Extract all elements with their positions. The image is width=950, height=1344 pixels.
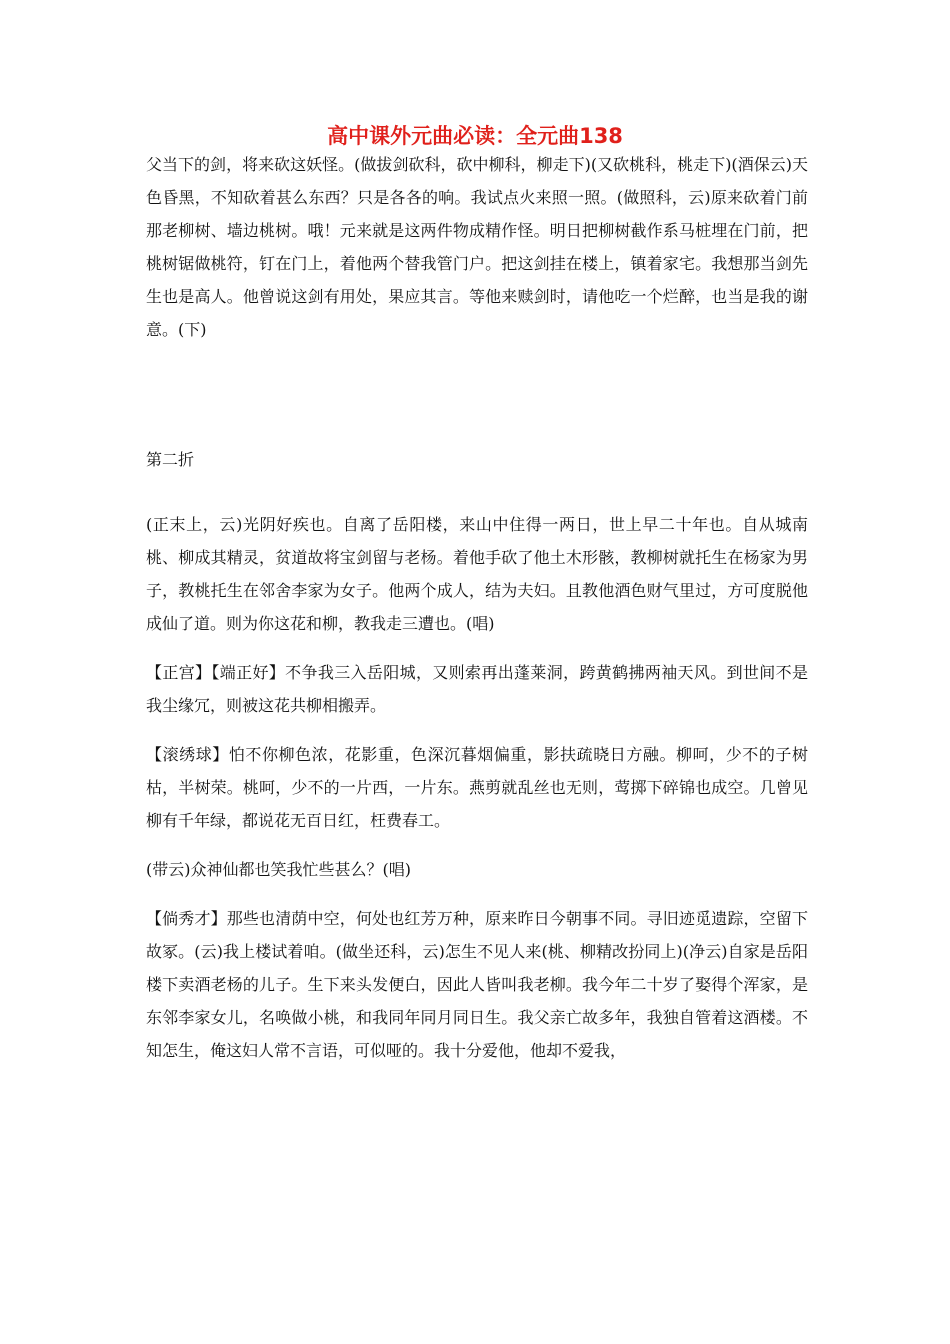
paragraph-aside: (带云)众神仙都也笑我忙些甚么？(唱) — [146, 860, 411, 879]
paragraph-song-tangxiucai: 【倘秀才】那些也清荫中空，何处也红芳万种，原来昨日今朝事不同。寻旧迹觅遗踪，空留下故冢。(云)我上楼试着咱。(做坐还科，云)怎生不见人来(桃、柳精改扮同上)(净云)自家是岳阳楼下卖酒老杨的儿子。生下来头发便白，因此人皆叫我老柳。我今年二十岁了娶得个浑家，是东邻李家女儿，名唤做小桃，和我同年同月同日生。我父亲亡故多年，我独自管着这酒楼。不知怎生，俺这妇人常不言语，可似哑的。我十分爱他，他却不爱我， — [146, 909, 808, 1060]
paragraph-opening-speech: (正末上，云)光阴好疾也。自离了岳阳楼，来山中住得一两日，世上早二十年也。自从城南桃、柳成其精灵，贫道故将宝剑留与老杨。着他手砍了他土木形骸，教柳树就托生在杨家为男子，教桃托生在邻舍李家为女子。他两个成人，结为夫妇。且教他酒色财气里过，方可度脱他成仙了道。则为你这花和柳，教我走三遭也。(唱) — [146, 515, 808, 633]
spacer — [146, 640, 808, 656]
spacer — [146, 722, 808, 738]
spacer — [146, 837, 808, 853]
paragraph-act1-ending: 父当下的剑，将来砍这妖怪。(做拔剑砍科，砍中柳科，柳走下)(又砍桃科，桃走下)(酒保云)天色昏黑，不知砍着甚么东西？只是各各的响。我试点火来照一照。(做照科，云)原来砍着门前那老柳树、墙边桃树。哦！元来就是这两件物成精作怪。明日把柳树截作系马桩埋在门前，把桃树锯做桃符，钉在门上，着他两个替我管门户。把这剑挂在楼上，镇着家宅。我想那当剑先生也是高人。他曾说这剑有用处，果应其言。等他来赎剑时，请他吃一个烂醉，也当是我的谢意。(下) — [146, 155, 808, 339]
paragraph-song-duanzhenghao: 【正宫】【端正好】不争我三入岳阳城，又则索再出蓬莱洞，跨黄鹤拂两袖天风。到世间不是我尘缘冗，则被这花共柳相搬弄。 — [146, 663, 808, 715]
document-body — [146, 148, 808, 1067]
section-heading-act2: 第二折 — [146, 450, 195, 469]
paragraph-song-gunxiuqiu: 【滚绣球】怕不你柳色浓，花影重，色深沉暮烟偏重，影扶疏晓日方融。柳呵，少不的子树枯，半树荣。桃呵，少不的一片西，一片东。燕剪就乱丝也无则，莺掷下碎锦也成空。几曾见柳有千年绿，都说花无百日红，枉费春工。 — [146, 745, 808, 830]
document-title: 高中课外元曲必读：全元曲138 — [327, 124, 623, 148]
spacer — [146, 346, 808, 443]
spacer — [146, 476, 808, 508]
spacer — [146, 886, 808, 902]
